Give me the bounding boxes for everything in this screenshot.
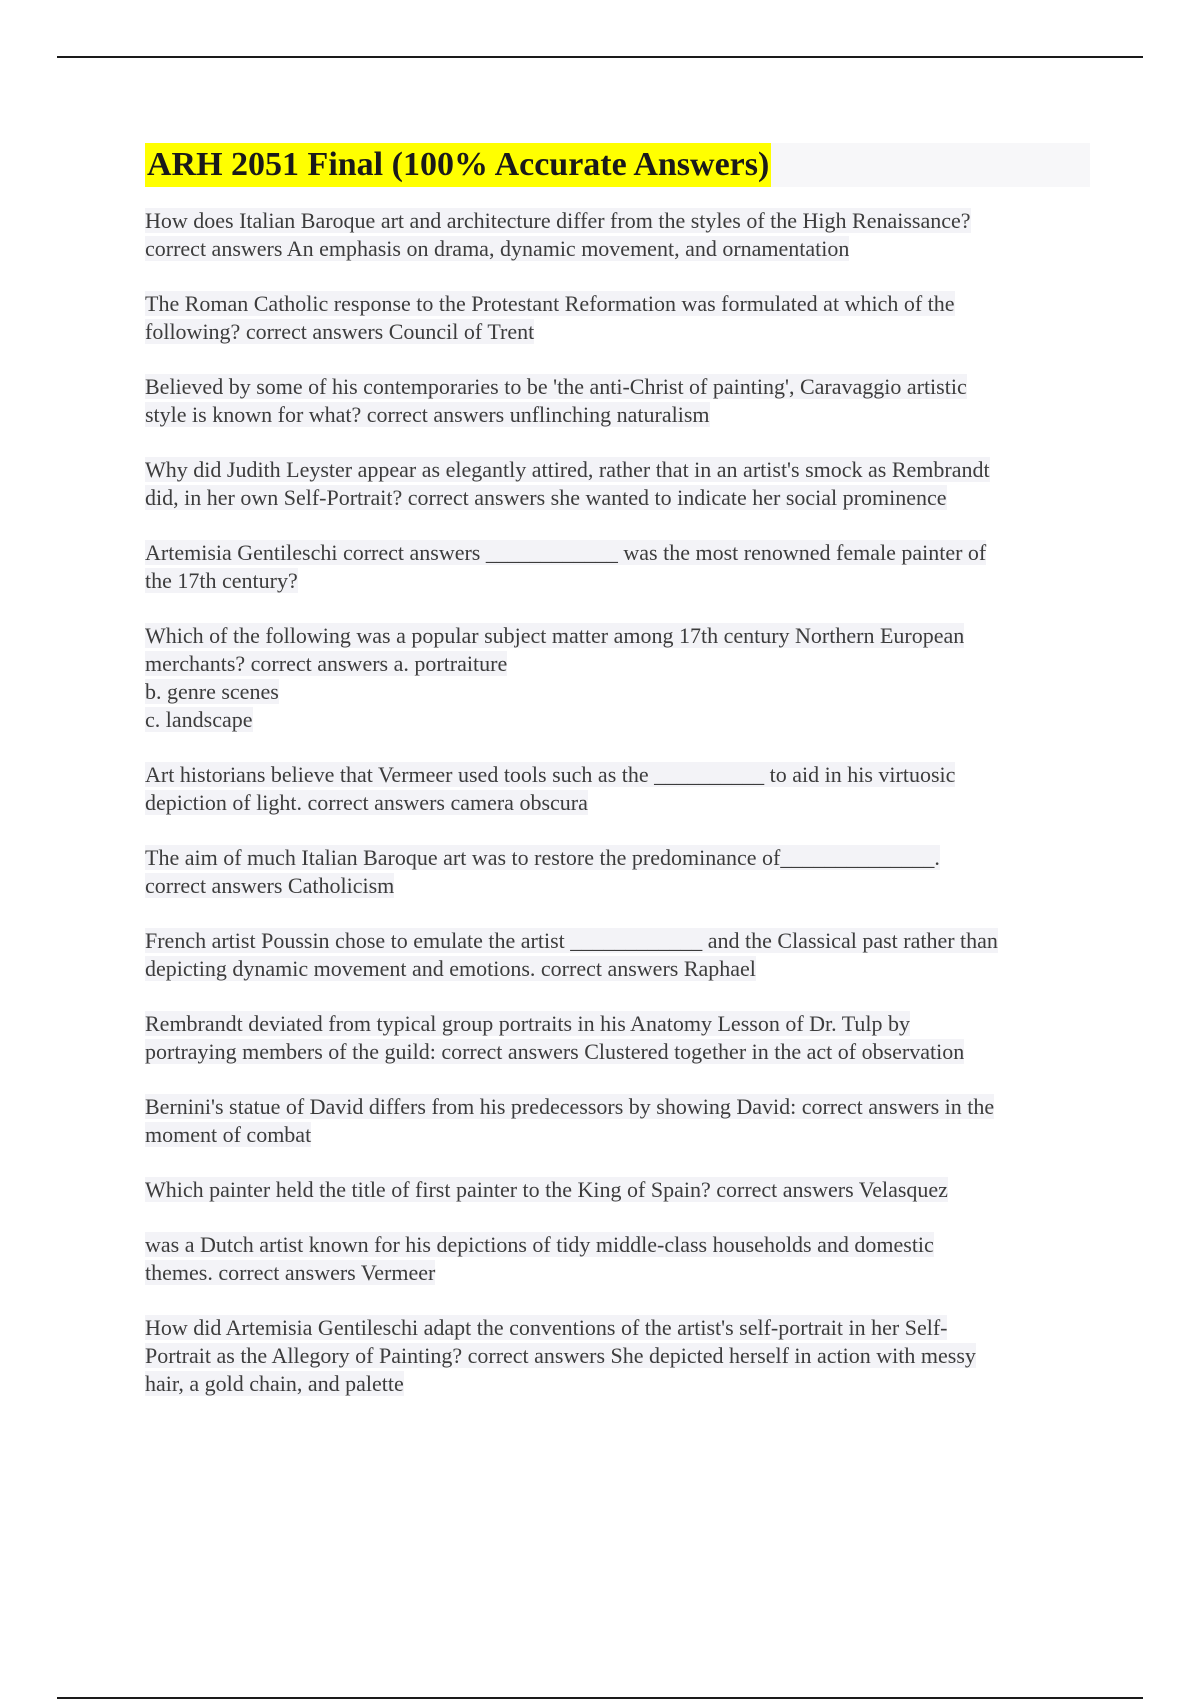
qa-line-text: Which painter held the title of first painter to the King of Spain? correct answers Velasquez [145, 1177, 948, 1202]
qa-line [145, 706, 1090, 734]
qa-item [145, 373, 1090, 429]
qa-line [145, 1342, 1090, 1370]
qa-line [145, 622, 1090, 650]
qa-line [145, 1370, 1090, 1398]
qa-line [145, 539, 1090, 567]
top-rule [57, 56, 1143, 58]
qa-line [145, 1176, 1090, 1204]
qa-item [145, 1176, 1090, 1204]
qa-line-text: Rembrandt deviated from typical group portraits in his Anatomy Lesson of Dr. Tulp by [145, 1011, 911, 1036]
qa-line-text: How does Italian Baroque art and architecture differ from the styles of the High Renaissance? [145, 208, 971, 233]
qa-item [145, 1093, 1090, 1149]
qa-line [145, 1259, 1090, 1287]
qa-line-text: Bernini's statue of David differs from his predecessors by showing David: correct answers in the [145, 1094, 995, 1119]
qa-line [145, 290, 1090, 318]
title-row [145, 143, 1090, 187]
qa-line-text: French artist Poussin chose to emulate the artist ____________ and the Classical past rather than [145, 928, 998, 953]
qa-item [145, 927, 1090, 983]
qa-item [145, 456, 1090, 512]
qa-line [145, 1093, 1090, 1121]
qa-line-text: hair, a gold chain, and palette [145, 1371, 404, 1396]
qa-line-text: following? correct answers Council of Trent [145, 319, 535, 344]
qa-line-text: correct answers Catholicism [145, 873, 395, 898]
qa-line [145, 567, 1090, 595]
qa-line-text: depicting dynamic movement and emotions. correct answers Raphael [145, 956, 756, 981]
qa-line-text: Portrait as the Allegory of Painting? correct answers She depicted herself in action with messy [145, 1343, 976, 1368]
qa-line-text: the 17th century? [145, 568, 298, 593]
qa-line-text: Artemisia Gentileschi correct answers ____________ was the most renowned female painter of [145, 540, 987, 565]
qa-line-text: Art historians believe that Vermeer used tools such as the __________ to aid in his virtuosic [145, 762, 956, 787]
qa-line-text: did, in her own Self-Portrait? correct answers she wanted to indicate her social prominence [145, 485, 947, 510]
qa-line-text: Why did Judith Leyster appear as elegantly attired, rather that in an artist's smock as Rembrandt [145, 457, 990, 482]
qa-item [145, 1010, 1090, 1066]
qa-line-text: style is known for what? correct answers unflinching naturalism [145, 402, 710, 427]
qa-line [145, 650, 1090, 678]
qa-line [145, 927, 1090, 955]
qa-line [145, 235, 1090, 263]
qa-line [145, 373, 1090, 401]
qa-line [145, 318, 1090, 346]
qa-line-text: The aim of much Italian Baroque art was to restore the predominance of______________. [145, 845, 940, 870]
qa-line-text: b. genre scenes [145, 679, 279, 704]
qa-line [145, 1038, 1090, 1066]
qa-line [145, 955, 1090, 983]
qa-line [145, 789, 1090, 817]
qa-line-text: merchants? correct answers a. portraiture [145, 651, 508, 676]
qa-line [145, 678, 1090, 706]
qa-line-text: was a Dutch artist known for his depictions of tidy middle-class households and domestic [145, 1232, 934, 1257]
qa-line-text: correct answers An emphasis on drama, dynamic movement, and ornamentation [145, 236, 850, 261]
document-title: ARH 2051 Final (100% Accurate Answers) [145, 143, 771, 187]
qa-line [145, 872, 1090, 900]
qa-line-text: Believed by some of his contemporaries to be 'the anti-Christ of painting', Caravaggio artistic [145, 374, 967, 399]
qa-item [145, 1314, 1090, 1398]
qa-line [145, 761, 1090, 789]
bottom-rule [57, 1697, 1143, 1699]
qa-line [145, 484, 1090, 512]
qa-line [145, 1231, 1090, 1259]
qa-line-text: Which of the following was a popular subject matter among 17th century Northern European [145, 623, 965, 648]
qa-line-text: The Roman Catholic response to the Protestant Reformation was formulated at which of the [145, 291, 955, 316]
qa-item [145, 539, 1090, 595]
qa-line [145, 401, 1090, 429]
qa-item [145, 761, 1090, 817]
qa-line-text: portraying members of the guild: correct answers Clustered together in the act of observation [145, 1039, 965, 1064]
qa-item [145, 207, 1090, 263]
qa-line [145, 1314, 1090, 1342]
qa-line-text: How did Artemisia Gentileschi adapt the conventions of the artist's self-portrait in her Self- [145, 1315, 948, 1340]
qa-item [145, 844, 1090, 900]
qa-line [145, 844, 1090, 872]
qa-list [145, 207, 1090, 1398]
document-body [145, 143, 1090, 1425]
qa-item [145, 622, 1090, 734]
qa-line-text: moment of combat [145, 1122, 312, 1147]
qa-line-text: themes. correct answers Vermeer [145, 1260, 436, 1285]
qa-line-text: depiction of light. correct answers camera obscura [145, 790, 588, 815]
qa-line [145, 1121, 1090, 1149]
qa-item [145, 1231, 1090, 1287]
qa-line [145, 207, 1090, 235]
qa-line [145, 1010, 1090, 1038]
qa-line-text: c. landscape [145, 707, 253, 732]
qa-line [145, 456, 1090, 484]
qa-item [145, 290, 1090, 346]
